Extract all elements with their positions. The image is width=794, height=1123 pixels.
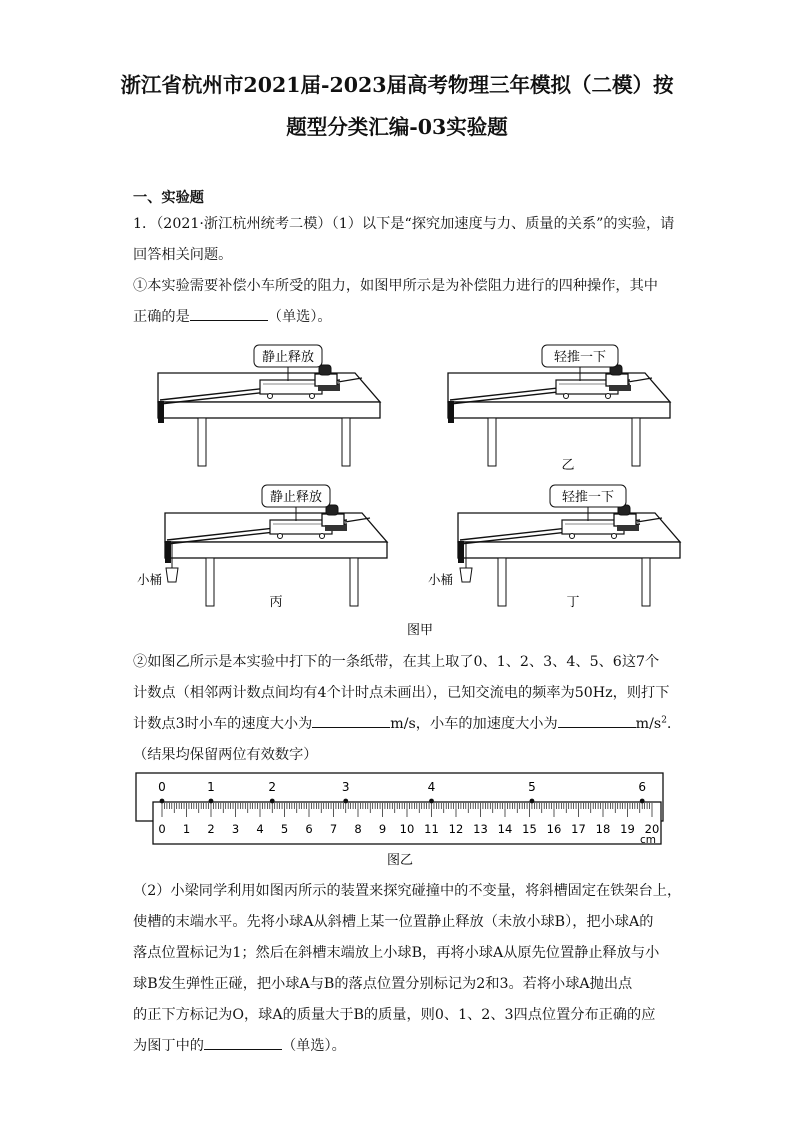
- section-heading: 一、实验题: [133, 190, 204, 206]
- subfig-label-yi: 乙: [561, 458, 575, 473]
- q1-part3-line3: 落点位置标记为1；然后在斜槽末端放上小球B，再将小球A从原先位置静止释放与小: [133, 945, 660, 961]
- ruler-scale-label: 10: [399, 822, 415, 836]
- ruler-scale-label: 6: [305, 822, 313, 836]
- ruler-scale-label: 8: [354, 822, 362, 836]
- ruler-scale-label: 17: [571, 822, 586, 836]
- label-bucket-2: 小桶: [428, 572, 454, 587]
- subfig-label-ding: 丁: [566, 595, 580, 610]
- answer-blank-1[interactable]: [190, 306, 268, 321]
- ruler-scale-label: 0: [158, 822, 166, 836]
- answer-blank-2[interactable]: [204, 1035, 282, 1050]
- tape-count-point: [343, 799, 348, 804]
- ruler-scale-label: 11: [424, 822, 439, 836]
- table-setup-1: [158, 345, 380, 466]
- q1-part3-line2: 使槽的末端水平。先将小球A从斜槽上某一位置静止释放（未放小球B），把小球A的: [133, 914, 654, 930]
- unit-exponent: 2: [661, 715, 667, 726]
- ruler-scale-label: 2: [207, 822, 215, 836]
- tape-count-point: [160, 799, 165, 804]
- figure-jia-caption: 图甲: [406, 623, 434, 638]
- ruler-scale-label: 1: [182, 822, 191, 836]
- q1-part3-text: 为图丁中的: [133, 1038, 204, 1054]
- tape-point-label: 1: [207, 780, 215, 794]
- tape-point-label: 0: [158, 780, 166, 794]
- q1-part3-line4: 球B发生弹性正碰，把小球A与B的落点位置分别标记为2和3。若将小球A抛出点: [133, 976, 633, 992]
- ruler-unit: cm: [640, 834, 657, 846]
- answer-blank-acceleration[interactable]: [558, 713, 636, 728]
- q1-part1-text: 正确的是: [133, 309, 190, 325]
- label-push-2: 轻推一下: [561, 490, 615, 505]
- document-title-line1: 浙江省杭州市2021届-2023届高考物理三年模拟（二模）按: [120, 73, 674, 97]
- ruler-scale-label: 20: [644, 822, 660, 836]
- q1-stem-line1: 1．（2021·浙江杭州统考二模）（1）以下是“探究加速度与力、质量的关系”的实验，请: [133, 216, 675, 232]
- ruler-scale-label: 18: [595, 822, 611, 836]
- figure-jia: [130, 338, 690, 638]
- subfig-label-bing: 丙: [269, 595, 283, 610]
- label-release-2: 静止释放: [269, 490, 323, 505]
- ruler-scale-label: 5: [280, 822, 289, 836]
- ruler-scale-label: 4: [256, 822, 264, 836]
- ruler-scale-label: 15: [522, 822, 537, 836]
- table-setup-3: [137, 485, 387, 610]
- ruler-scale-label: 12: [448, 822, 464, 836]
- q1-part1-suffix: （单选）。: [267, 309, 332, 325]
- tape-point-label: 5: [528, 780, 536, 794]
- q1-part3-suffix: （单选）。: [281, 1038, 346, 1054]
- q1-stem-line2: 回答相关问题。: [133, 247, 233, 263]
- unit-period: .: [666, 716, 672, 732]
- label-push-1: 轻推一下: [553, 350, 607, 365]
- tape-count-point: [429, 799, 434, 804]
- ruler-scale-label: 14: [497, 822, 513, 836]
- q1-part2-accel-text: m/s，小车的加速度大小为: [390, 716, 558, 732]
- document-title-line2: 题型分类汇编-03实验题: [286, 115, 508, 139]
- ruler-scale-label: 19: [620, 822, 635, 836]
- table-setup-4: [428, 485, 680, 610]
- label-bucket-1: 小桶: [137, 572, 163, 587]
- q1-part3-line5: 的正下方标记为O，球A的质量大于B的质量，则0、1、2、3四点位置分布正确的应: [133, 1007, 656, 1023]
- q1-part2-line2: 计数点（相邻两计数点间均有4个计时点未画出），已知交流电的频率为50Hz，则打下: [133, 685, 670, 701]
- q1-part3-line1: （2）小梁同学利用如图丙所示的装置来探究碰撞中的不变量，将斜槽固定在铁架台上，: [133, 883, 682, 899]
- ruler-scale-label: 13: [473, 822, 488, 836]
- tape-count-point: [640, 799, 645, 804]
- tape-count-point: [209, 799, 214, 804]
- q1-part2-line4: （结果均保留两位有效数字）: [133, 747, 318, 763]
- label-release-1: 静止释放: [261, 350, 315, 365]
- tape-count-point: [270, 799, 275, 804]
- tape-point-label: 4: [427, 780, 436, 794]
- unit-ms2: m/s: [635, 716, 662, 732]
- q1-part2-line1: ②如图乙所示是本实验中打下的一条纸带，在其上取了0、1、2、3、4、5、6这7个: [133, 654, 660, 670]
- ruler-scale-label: 7: [329, 822, 338, 836]
- q1-part1-line1: ①本实验需要补偿小车所受的阻力，如图甲所示是为补偿阻力进行的四种操作，其中: [133, 278, 658, 294]
- ruler-scale-label: 3: [231, 822, 240, 836]
- tape-point-label: 6: [638, 780, 647, 794]
- q1-part3-line6: [133, 1035, 346, 1055]
- ruler-scale-label: 9: [378, 822, 387, 836]
- ruler-scale-label: 16: [546, 822, 562, 836]
- figure-yi: [135, 772, 665, 870]
- q1-part2-velocity-text: 计数点3时小车的速度大小为: [133, 716, 313, 732]
- q1-part2-line3: [133, 713, 671, 733]
- q1-part1-line2: [133, 306, 332, 326]
- tape-point-label: 2: [268, 780, 277, 794]
- tape-count-point: [530, 799, 535, 804]
- tape-point-label: 3: [341, 780, 350, 794]
- table-setup-2: [448, 345, 670, 473]
- figure-yi-caption: 图乙: [386, 853, 414, 868]
- answer-blank-velocity[interactable]: [312, 713, 390, 728]
